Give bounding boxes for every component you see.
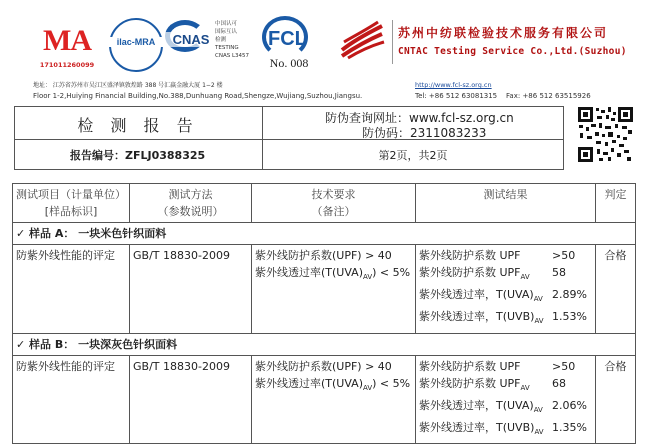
sample-a-row xyxy=(13,223,636,245)
requirement: 紫外线防护系数(UPF) > 40 紫外线透过率$(T(UVA)_{AV}) < 5\%$ xyxy=(252,355,416,444)
tel: Tel: +86 512 63081315 xyxy=(415,92,498,100)
test-method: GB/T 18830-2009 xyxy=(130,245,252,334)
sample-a-label: ✓ 样品 A： 一块米色针织面料 xyxy=(13,223,636,245)
cnas-logo: CNAS xyxy=(165,32,217,47)
table-header-row xyxy=(13,184,636,223)
report-title: 检 测 报 告 xyxy=(77,116,199,135)
sample-b-row xyxy=(13,333,636,355)
fax: Fax: +86 512 63515926 xyxy=(506,92,591,100)
header-requirement: 技术要求 （备注） xyxy=(252,184,416,223)
address-en: Floor 1-2,Huiying Financial Building,No.388,Dunhuang Road,Shengze,Wujiang,Suzhou,Jiangsu. xyxy=(33,92,363,100)
qr-code-icon xyxy=(577,106,634,163)
test-result: 紫外线防护系数 UPF >50 紫外线防护系数 $UPF_{AV}$ 68 紫外线透过率，$T(UVA)_{AV}$ 2.06% 紫外线透过率，$T(UVB)_{AV}$ 1.35% xyxy=(416,355,596,444)
test-method: GB/T 18830-2009 xyxy=(130,355,252,444)
test-item: 防紫外线性能的评定 xyxy=(13,245,130,334)
requirement: 紫外线防护系数(UPF) > 40 紫外线透过率$(T(UVA)_{AV}) < 5\%$ xyxy=(252,245,416,334)
verdict: 合格 xyxy=(596,245,636,334)
company-name-en: CNTAC Testing Service Co.,Ltd.(Suzhou) xyxy=(398,46,627,57)
report-number: 报告编号：ZFLJ0388325 xyxy=(70,149,206,162)
ma-logo: MA xyxy=(43,24,91,57)
test-item: 防紫外线性能的评定 xyxy=(13,355,130,444)
header-test-method: 测试方法 （参数说明） xyxy=(130,184,252,223)
website-link[interactable]: http://www.fcl-sz.org.cn xyxy=(415,81,492,89)
results-table xyxy=(12,183,636,444)
fcl-logo: FCL xyxy=(268,28,307,50)
fcl-number: No. 008 xyxy=(269,56,309,70)
header-test-item: 测试项目（计量单位） [样品标识] xyxy=(13,184,130,223)
test-result: 紫外线防护系数 UPF >50 紫外线防护系数 $UPF_{AV}$ 58 紫外线透过率，$T(UVA)_{AV}$ 2.89% 紫外线透过率，$T(UVB)_{AV}$ 1.53% xyxy=(416,245,596,334)
sample-b-label: ✓ 样品 B： 一块深灰色针织面料 xyxy=(13,333,636,355)
address-cn: 地址： 江苏省苏州市吴江区盛泽镇敦煌路 388 号汇赢金融大厦 1−2 楼 xyxy=(33,82,223,89)
ilac-logo: ilac-MRA xyxy=(105,37,167,47)
tel-fax xyxy=(415,92,591,100)
company-name-cn: 苏州中纺联检验技术服务有限公司 xyxy=(398,26,609,40)
table-row xyxy=(13,245,636,334)
table-row xyxy=(13,355,636,444)
ma-code: 171011260099 xyxy=(39,61,95,69)
page-number: 第2页，共2页 xyxy=(378,149,448,162)
query-url: 防伪查询网址：www.fcl-sz.org.cn xyxy=(325,111,514,125)
company-logo-icon xyxy=(338,20,386,60)
anti-fake-code: 防伪码：2311083233 xyxy=(362,126,487,140)
header-verdict: 判定 xyxy=(596,184,636,223)
cnas-side-text: 中国认可 国际互认 检测 TESTING CNAS L3457 xyxy=(215,21,250,59)
header-divider xyxy=(392,20,393,64)
verdict: 合格 xyxy=(596,355,636,444)
header-result: 测试结果 xyxy=(416,184,596,223)
